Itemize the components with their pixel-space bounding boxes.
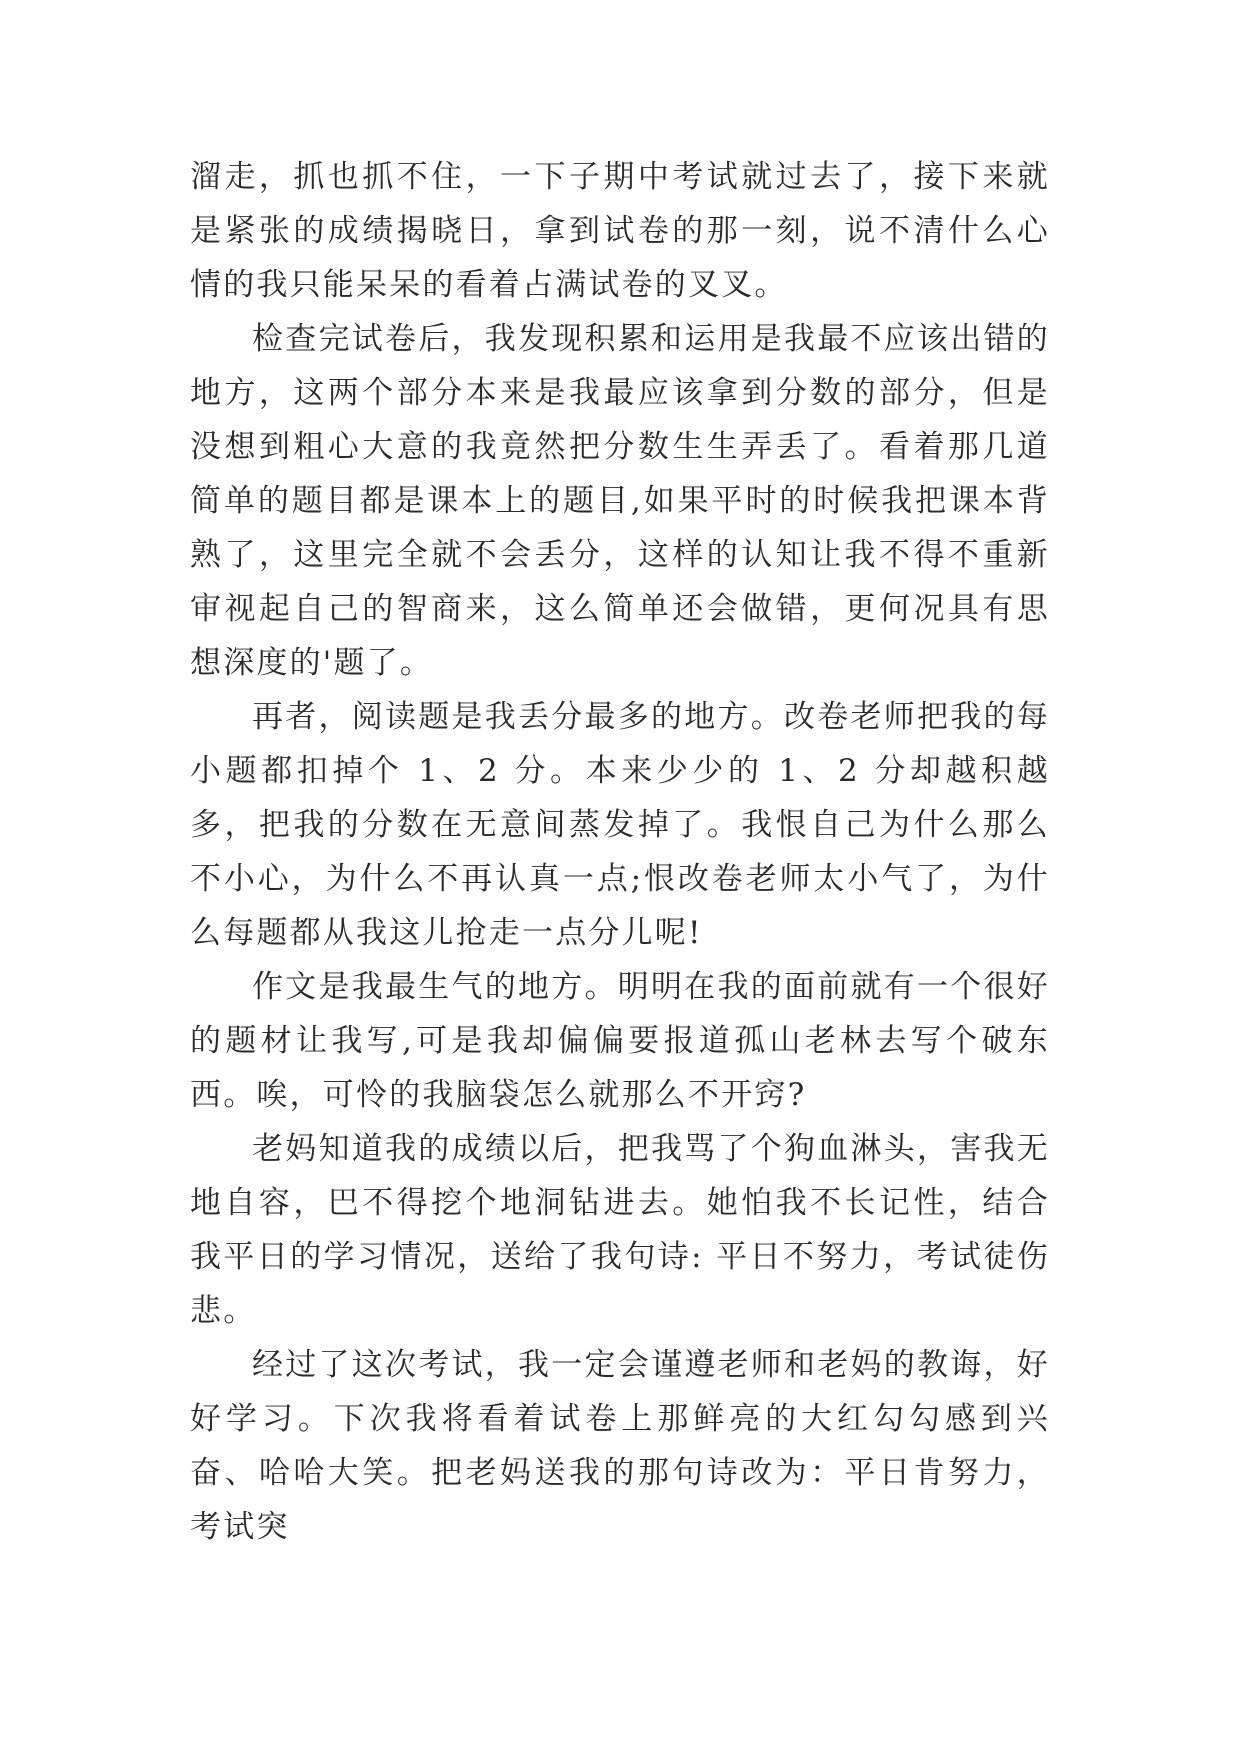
document-body xyxy=(190,150,1050,1554)
paragraph-5: 老妈知道我的成绩以后，把我骂了个狗血淋头，害我无地自容，巴不得挖个地洞钻进去。她怕我不长记性，结合我平日的学习情况，送给了我句诗: 平日不努力，考试徒伤悲。 xyxy=(190,1131,1050,1329)
paragraph-1: 溜走，抓也抓不住，一下子期中考试就过去了，接下来就是紧张的成绩揭晓日，拿到试卷的那一刻，说不清什么心情的我只能呆呆的看着占满试卷的叉叉。 xyxy=(190,159,1050,303)
paragraph-4: 作文是我最生气的地方。明明在我的面前就有一个很好的题材让我写,可是我却偏偏要报道孤山老林去写个破东西。唉，可怜的我脑袋怎么就那么不开窍? xyxy=(190,969,1050,1113)
paragraph-2: 检查完试卷后，我发现积累和运用是我最不应该出错的地方，这两个部分本来是我最应该拿到分数的部分，但是没想到粗心大意的我竟然把分数生生弄丢了。看着那几道简单的题目都是课本上的题目,如果平时的时候我把课本背熟了，这里完全就不会丢分，这样的认知让我不得不重新审视起自己的智商来，这么简单还会做错，更何况具有思想深度的'题了。 xyxy=(190,321,1050,681)
paragraph-6: 经过了这次考试，我一定会谨遵老师和老妈的教诲，好好学习。下次我将看着试卷上那鲜亮的大红勾勾感到兴奋、哈哈大笑。把老妈送我的那句诗改为：平日肯努力，考试突 xyxy=(190,1347,1050,1545)
paragraph-3: 再者，阅读题是我丢分最多的地方。改卷老师把我的每小题都扣掉个 1、2 分。本来少少的 1、2 分却越积越多，把我的分数在无意间蒸发掉了。我恨自己为什么那么不小心，为什么不再认真一点;恨改卷老师太小气了，为什么每题都从我这儿抢走一点分儿呢! xyxy=(190,699,1050,951)
